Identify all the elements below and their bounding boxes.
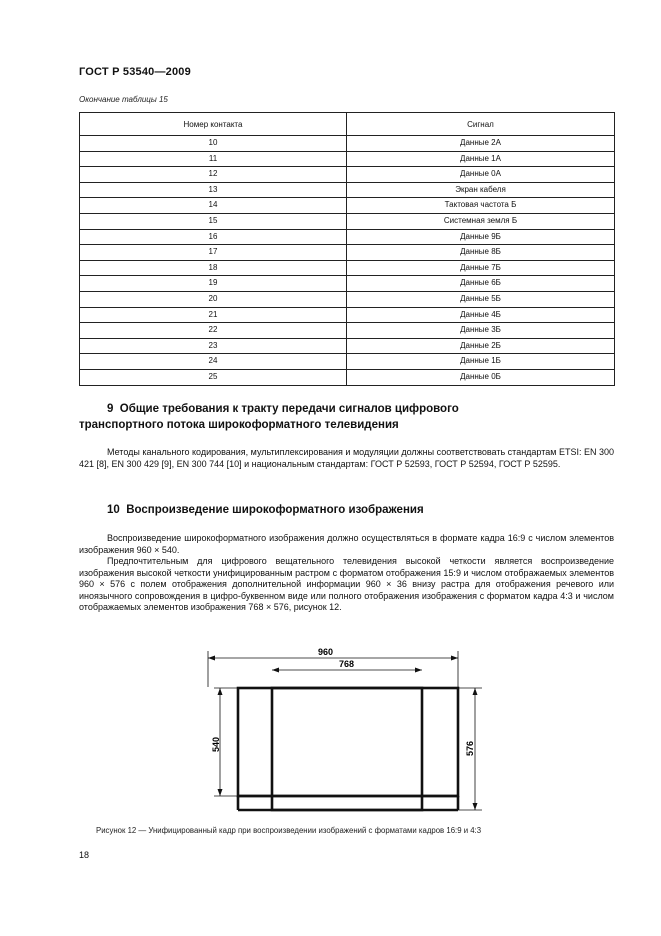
table-row xyxy=(80,151,615,167)
contact-number-cell: 23 xyxy=(80,338,347,354)
contact-number-cell: 10 xyxy=(80,136,347,152)
label-576: 576 xyxy=(465,740,475,756)
contact-number-cell: 25 xyxy=(80,369,347,385)
table-row xyxy=(80,276,615,292)
signal-cell: Данные 0А xyxy=(347,167,615,183)
contact-number-cell: 24 xyxy=(80,354,347,370)
signal-cell: Данные 6Б xyxy=(347,276,615,292)
contact-number-cell: 17 xyxy=(80,245,347,261)
frame-4x3 xyxy=(272,688,422,810)
table-row xyxy=(80,338,615,354)
section-10-heading xyxy=(79,502,614,518)
signal-cell: Данные 0Б xyxy=(347,369,615,385)
signal-cell: Данные 4Б xyxy=(347,307,615,323)
table-row xyxy=(80,167,615,183)
signal-cell: Экран кабеля xyxy=(347,182,615,198)
table-row xyxy=(80,260,615,276)
figure-caption: Рисунок 12 — Унифицированный кадр при воспроизведении изображений с форматами кадров 16:9 и 4:3 xyxy=(96,826,482,835)
contact-number-cell: 19 xyxy=(80,276,347,292)
contact-number-cell: 14 xyxy=(80,198,347,214)
label-960: 960 xyxy=(318,647,334,657)
column-header-signal: Сигнал xyxy=(347,113,615,136)
signal-cell: Данные 2А xyxy=(347,136,615,152)
signal-cell: Данные 5Б xyxy=(347,291,615,307)
contact-number-cell: 12 xyxy=(80,167,347,183)
contact-number-cell: 11 xyxy=(80,151,347,167)
signal-cell: Данные 8Б xyxy=(347,245,615,261)
table-row xyxy=(80,323,615,339)
contact-number-cell: 18 xyxy=(80,260,347,276)
signal-cell: Тактовая частота Б xyxy=(347,198,615,214)
signal-cell: Данные 3Б xyxy=(347,323,615,339)
table-row xyxy=(80,182,615,198)
table-header-row xyxy=(80,113,615,136)
table-row xyxy=(80,198,615,214)
frame-diagram xyxy=(200,644,500,824)
contact-number-cell: 16 xyxy=(80,229,347,245)
contact-number-cell: 13 xyxy=(80,182,347,198)
table-caption: Окончание таблицы 15 xyxy=(79,95,168,104)
page-header: ГОСТ Р 53540—2009 xyxy=(79,66,191,78)
signal-cell: Данные 1Б xyxy=(347,354,615,370)
signal-cell: Данные 7Б xyxy=(347,260,615,276)
section-9-title-line2: транспортного потока широкоформатного телевидения xyxy=(79,419,399,431)
contact-number-cell: 21 xyxy=(80,307,347,323)
section-9-paragraph: Методы канального кодирования, мультиплексирования и модуляции должны соответствовать стандартам ETSI: EN 300 421 [8], EN 300 429 [9], EN 300 744 [10] и национальным стандартам: ГОСТ Р 52593, ГОСТ Р 52594, ГОСТ Р 52595. xyxy=(79,447,614,469)
section-10-number: 10 xyxy=(107,504,120,516)
contact-number-cell: 20 xyxy=(80,291,347,307)
table-body xyxy=(80,136,615,386)
table-row xyxy=(80,229,615,245)
section-9-number: 9 xyxy=(107,403,114,415)
section-10-paragraph-1: Воспроизведение широкоформатного изображения должно осуществляться в формате кадра 16:9 с числом элементов изображения 960 × 540. xyxy=(79,533,614,555)
contact-number-cell: 22 xyxy=(80,323,347,339)
label-768: 768 xyxy=(339,659,355,669)
contacts-table xyxy=(79,112,615,386)
signal-cell: Системная земля Б xyxy=(347,213,615,229)
table-row xyxy=(80,369,615,385)
section-10-paragraph-2: Предпочтительным для цифрового вещательного телевидения высокой четкости является воспроизведение изображения высокой четкости унифицированным растром с форматом отображения 15:9 и числом отображаемых элементов 960 × 576 с полем отображения дополнительной информации 960 × 36 внизу растра для отображения речевого или иноязычного сопровождения в цифро-буквенном виде или полного отображения изображения с форматом кадра 4:3 и числом отображаемых элементов изображения 768 × 576, рисунок 12. xyxy=(79,556,614,613)
signal-cell: Данные 2Б xyxy=(347,338,615,354)
label-540: 540 xyxy=(211,736,221,752)
signal-cell: Данные 1А xyxy=(347,151,615,167)
contact-number-cell: 15 xyxy=(80,213,347,229)
table-row xyxy=(80,245,615,261)
table-row xyxy=(80,136,615,152)
table-row xyxy=(80,213,615,229)
column-header-contact: Номер контакта xyxy=(80,113,347,136)
table-row xyxy=(80,354,615,370)
section-9-heading xyxy=(79,401,614,433)
page-number: 18 xyxy=(79,850,90,860)
section-10-title: Воспроизведение широкоформатного изображения xyxy=(126,504,424,516)
section-9-title-line1: Общие требования к тракту передачи сигналов цифрового xyxy=(119,403,459,415)
table-row xyxy=(80,291,615,307)
table-row xyxy=(80,307,615,323)
signal-cell: Данные 9Б xyxy=(347,229,615,245)
